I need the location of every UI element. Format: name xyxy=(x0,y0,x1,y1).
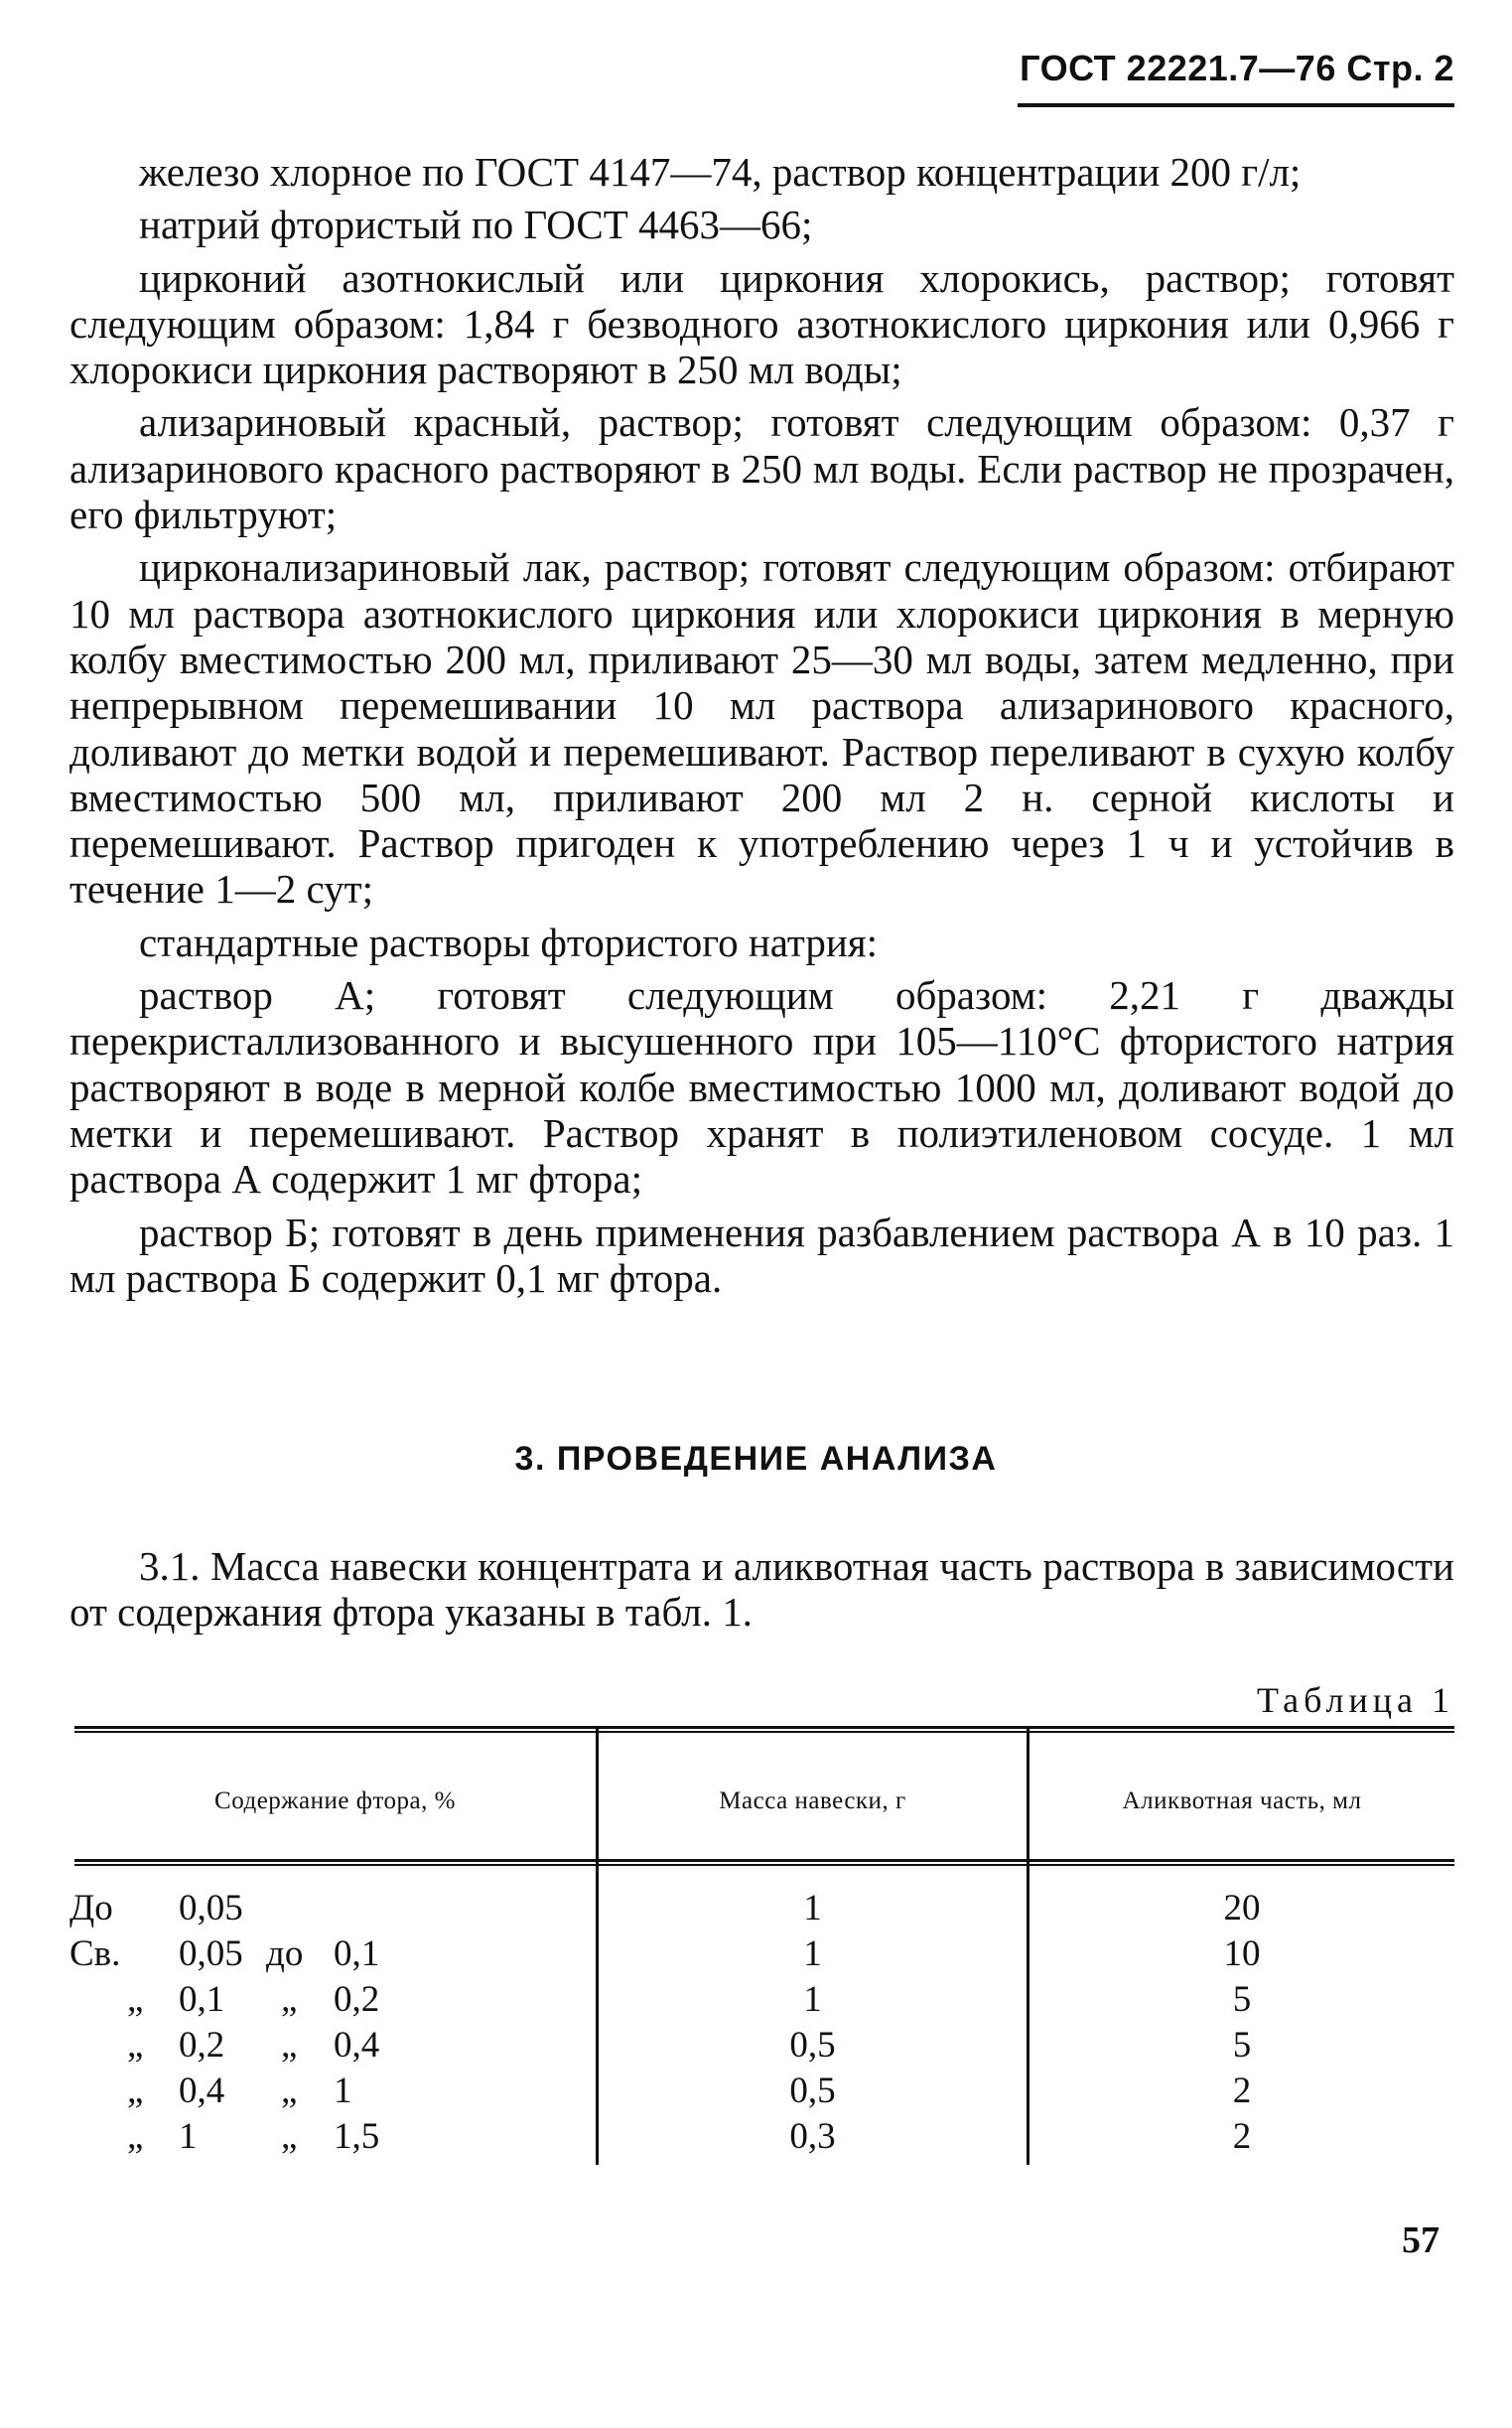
section-title: 3. ПРОВЕДЕНИЕ АНАЛИЗА xyxy=(514,1440,998,1478)
header-aliquot: Аликвотная часть, мл xyxy=(1122,1787,1362,1814)
aliquot-volume: 2 xyxy=(1232,2071,1252,2111)
reagent-list xyxy=(69,149,1454,1308)
range-to: 1 xyxy=(334,2071,352,2111)
paragraph-zirconium-nitrate: цирконий азотнокислый или циркония хлорокись, раствор; готовят следующим образом: 1,84 г безводного азотнокислого циркония или 0,966 г хлорокиси циркония растворяют в 250 мл воды; xyxy=(69,254,1454,393)
sample-mass: 1 xyxy=(803,1979,822,2020)
header-sample-mass: Масса навески, г xyxy=(719,1787,906,1814)
range-to: 1,5 xyxy=(334,2116,380,2157)
range-prefix: „ xyxy=(127,2116,144,2157)
range-to: 0,1 xyxy=(334,1933,380,1974)
table-top-rule xyxy=(74,1726,1454,1729)
header-bottom-rule xyxy=(74,1859,1454,1862)
sample-mass: 0,5 xyxy=(789,2025,836,2066)
header-rule xyxy=(1018,103,1454,107)
aliquot-volume: 5 xyxy=(1232,1979,1252,2020)
range-from: 0,4 xyxy=(179,2071,225,2111)
aliquot-volume: 20 xyxy=(1223,1888,1261,1928)
page-number: 57 xyxy=(1402,2219,1440,2261)
table-label: Таблица 1 xyxy=(1257,1680,1454,1720)
section-intro: 3.1. Масса навески концентрата и аликвотная часть раствора в зависимости от содержания фтора указаны в табл. 1. xyxy=(69,1543,1454,1636)
range-from: 1 xyxy=(179,2116,198,2157)
aliquot-volume: 5 xyxy=(1232,2025,1252,2066)
range-prefix: До xyxy=(69,1888,113,1928)
sample-mass: 1 xyxy=(803,1888,822,1928)
sample-mass: 1 xyxy=(803,1933,822,1974)
page-header: ГОСТ 22221.7—76 Стр. 2 xyxy=(1020,48,1454,88)
range-from: 0,2 xyxy=(179,2025,225,2066)
sample-mass: 0,3 xyxy=(789,2116,836,2157)
header-fluorine-content: Содержание фтора, % xyxy=(214,1787,456,1814)
paragraph-solution-a: раствор А; готовят следующим образом: 2,21 г дважды перекристаллизованного и высушенного при 105—110°С фтористого натрия растворяют в воде в мерной колбе вместимостью 1000 мл, доливают водой до метки и перемешивают. Раствор хранят в полиэтиленовом сосуде. 1 мл раствора А содержит 1 мг фтора; xyxy=(69,972,1454,1203)
range-to: 0,4 xyxy=(334,2025,380,2066)
range-from: 0,1 xyxy=(179,1979,225,2020)
sample-mass: 0,5 xyxy=(789,2071,836,2111)
header-bottom-rule-inner xyxy=(74,1864,1454,1866)
range-prefix: „ xyxy=(127,1979,144,2020)
range-to-word: „ xyxy=(281,2025,298,2066)
range-from: 0,05 xyxy=(179,1933,243,1974)
range-prefix: „ xyxy=(127,2025,144,2066)
range-to-word: до xyxy=(266,1933,304,1974)
paragraph-sodium-fluoride: натрий фтористый по ГОСТ 4463—66; xyxy=(139,202,813,248)
range-prefix: „ xyxy=(127,2071,144,2111)
paragraph-alizarin-red: ализариновый красный, раствор; готовят следующим образом: 0,37 г ализаринового красного растворяют в 250 мл воды. Если раствор не прозрачен, его фильтруют; xyxy=(69,399,1454,538)
range-prefix: Св. xyxy=(69,1933,121,1974)
aliquot-volume: 10 xyxy=(1223,1933,1261,1974)
paragraph-zirconalizarin-lake: цирконализариновый лак, раствор; готовят следующим образом: отбирают 10 мл раствора азотнокислого циркония или хлорокиси циркония в мерную колбу вместимостью 200 мл, приливают 25—30 мл воды, затем медленно, при непрерывном перемешивании 10 мл раствора ализаринового красного, доливают до метки водой и перемешивают. Раствор переливают в сухую колбу вместимостью 500 мл, приливают 200 мл 2 н. серной кислоты и перемешивают. Раствор пригоден к употреблению через 1 ч и устойчив в течение 1—2 сут; xyxy=(69,544,1454,913)
paragraph-solution-b: раствор Б; готовят в день применения разбавлением раствора А в 10 раз. 1 мл раствора Б содержит 0,1 мг фтора. xyxy=(69,1209,1454,1301)
range-to-word: „ xyxy=(281,2071,298,2111)
range-from: 0,05 xyxy=(179,1888,243,1928)
paragraph-standard-solutions: стандартные растворы фтористого натрия: xyxy=(139,919,879,965)
aliquot-volume: 2 xyxy=(1232,2116,1252,2157)
paragraph-iron-chloride: железо хлорное по ГОСТ 4147—74, раствор концентрации 200 г/л; xyxy=(139,149,1302,195)
range-to: 0,2 xyxy=(334,1979,380,2020)
range-to-word: „ xyxy=(281,2116,298,2157)
range-to-word: „ xyxy=(281,1979,298,2020)
table-top-rule-inner xyxy=(74,1731,1454,1733)
